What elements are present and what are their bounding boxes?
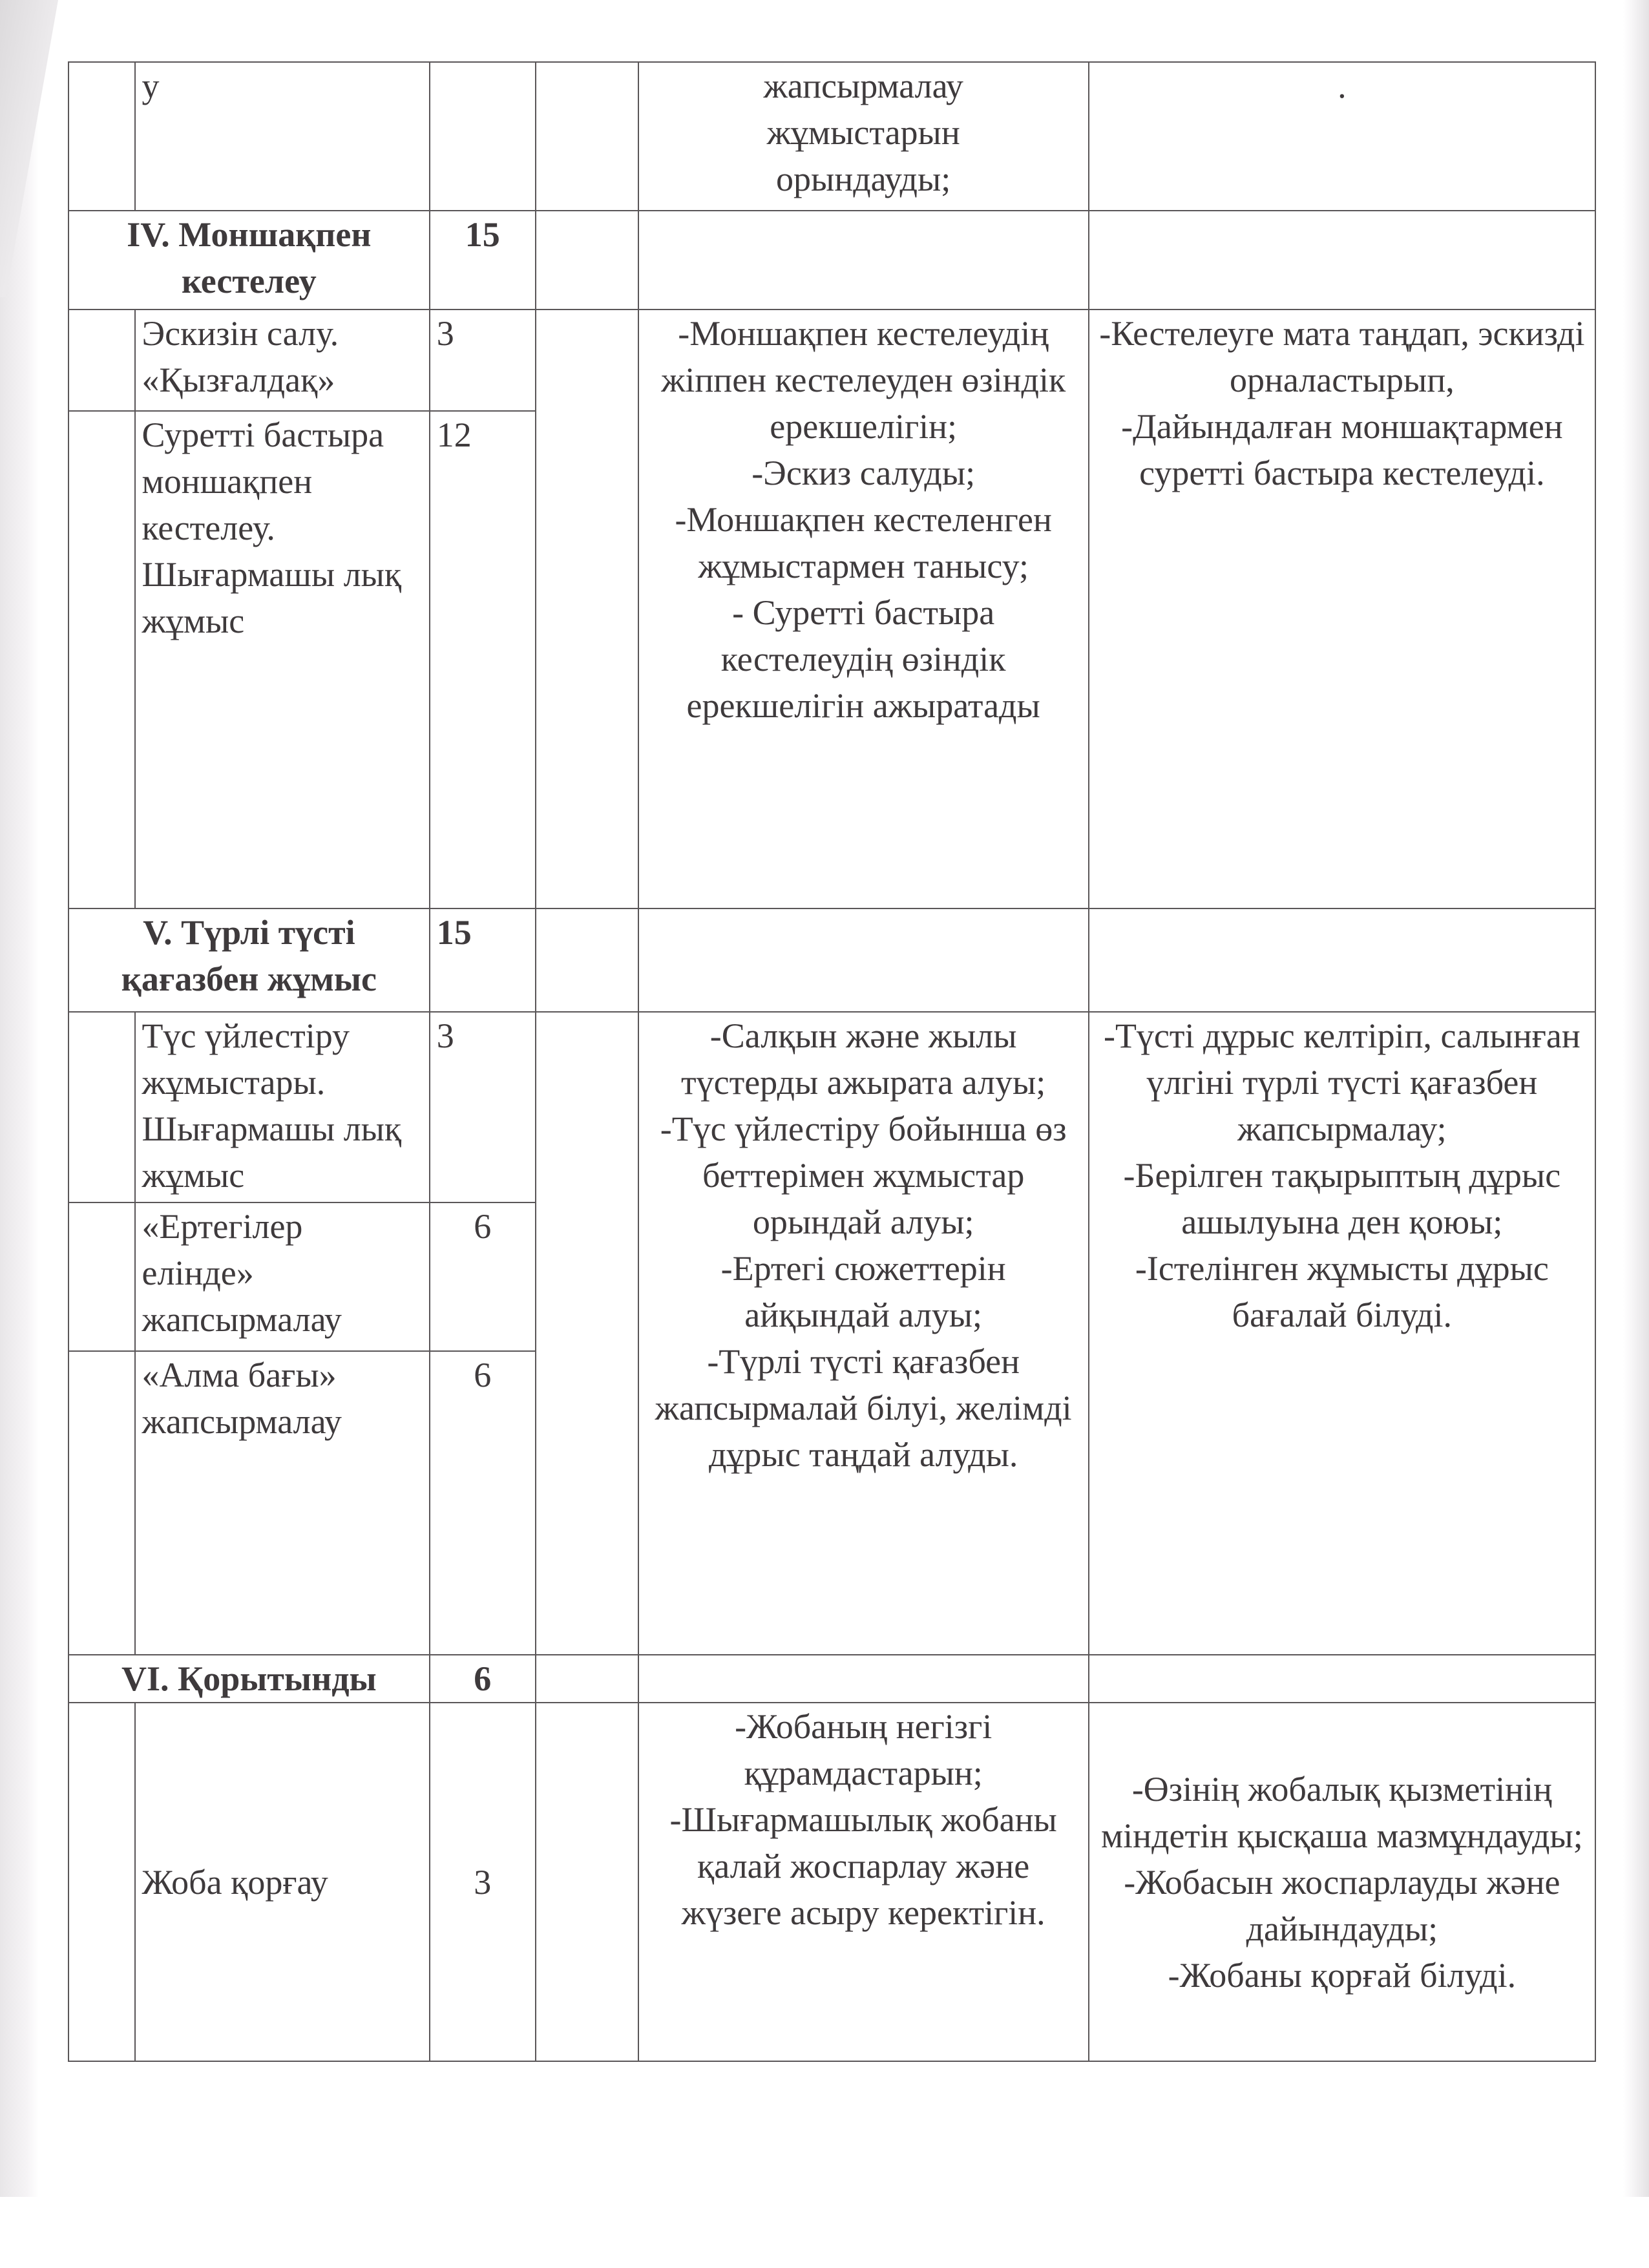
section-hours-v: 15 — [430, 908, 536, 1012]
cell-skills-vi: -Өзінің жобалық қызметінің міндетін қысқаша мазмұндауды; -Жобасын жоспарлауды және дайындауды; -Жобаны қорғай білуді. — [1089, 1703, 1595, 2061]
cell-extra — [536, 310, 638, 908]
cell-topic: Жоба қорғау — [135, 1703, 430, 2061]
section-hours-iv: 15 — [430, 211, 536, 310]
cell-knowledge-iv: -Моншақпен кестелеудің жіппен кестелеуден өзіндік ерекшелігін; -Эскиз салуды; -Моншақпен кестеленген жұмыстармен танысу; - Суретті бастыра кестелеудің өзіндік ерекшелігін ажыратады — [638, 310, 1089, 908]
table-row-item — [68, 1012, 1595, 1202]
section-title-iv: IV. Моншақпен кестелеу — [68, 211, 430, 310]
cell-knowledge — [638, 908, 1089, 1012]
curriculum-table — [68, 61, 1596, 2062]
table-row-section-v — [68, 908, 1595, 1012]
section-hours-vi: 6 — [430, 1655, 536, 1703]
cell-hours: 6 — [430, 1351, 536, 1655]
cell-extra — [536, 1655, 638, 1703]
cell-index — [68, 1202, 135, 1351]
table-row-item — [68, 1703, 1595, 2061]
cell-index — [68, 310, 135, 411]
scan-shadow-left — [0, 0, 39, 2197]
cell-index — [68, 62, 135, 211]
cell-skills-v: -Түсті дұрыс келтіріп, салынған үлгіні түрлі түсті қағазбен жапсырмалау; -Берілген тақырыптың дұрыс ашылуына ден қоюы; -Істелінген жұмысты дұрыс бағалай білуді. — [1089, 1012, 1595, 1655]
cell-skills: . — [1089, 62, 1595, 211]
cell-index — [68, 411, 135, 908]
table-row-section-vi — [68, 1655, 1595, 1703]
cell-topic: «Алма бағы» жапсырмалау — [135, 1351, 430, 1655]
table-row-section-iv — [68, 211, 1595, 310]
cell-knowledge: жапсырмалау жұмыстарын орындауды; — [638, 62, 1089, 211]
cell-topic: у — [135, 62, 430, 211]
cell-hours: 3 — [430, 1703, 536, 2061]
cell-topic: Суретті бастыра моншақпен кестелеу. Шығармашы лық жұмыс — [135, 411, 430, 908]
cell-hours: 6 — [430, 1202, 536, 1351]
cell-hours: 3 — [430, 1012, 536, 1202]
cell-hours: 3 — [430, 310, 536, 411]
table-row-item — [68, 310, 1595, 411]
cell-extra — [536, 1012, 638, 1655]
cell-skills — [1089, 908, 1595, 1012]
section-title-v: V. Түрлі түсті қағазбен жұмыс — [68, 908, 430, 1012]
cell-extra — [536, 1703, 638, 2061]
cell-skills-iv: -Кестелеуге мата таңдап, эскизді орналастырып, -Дайындалған моншақтармен суретті бастыра кестелеуді. — [1089, 310, 1595, 908]
section-title-vi: VI. Қорытынды — [68, 1655, 430, 1703]
curriculum-table-container — [68, 61, 1596, 2062]
cell-index — [68, 1012, 135, 1202]
cell-extra — [536, 908, 638, 1012]
cell-index — [68, 1703, 135, 2061]
cell-topic: Түс үйлестіру жұмыстары. Шығармашы лық жұмыс — [135, 1012, 430, 1202]
cell-skills — [1089, 1655, 1595, 1703]
cell-extra — [536, 211, 638, 310]
cell-topic: «Ертегілер елінде» жапсырмалау — [135, 1202, 430, 1351]
cell-knowledge — [638, 211, 1089, 310]
cell-knowledge-vi: -Жобаның негізгі құрамдастарын; -Шығармашылық жобаны қалай жоспарлау және жүзеге асыру керектігін. — [638, 1703, 1089, 2061]
cell-hours — [430, 62, 536, 211]
cell-knowledge — [638, 1655, 1089, 1703]
table-row-continuation — [68, 62, 1595, 211]
cell-extra — [536, 62, 638, 211]
cell-topic: Эскизін салу. «Қызғалдақ» — [135, 310, 430, 411]
cell-hours: 12 — [430, 411, 536, 908]
cell-index — [68, 1351, 135, 1655]
cell-knowledge-v: -Салқын және жылы түстерды ажырата алуы; -Түс үйлестіру бойынша өз беттерімен жұмыстар орындай алуы; -Ертегі сюжеттерін айқындай алуы; -Түрлі түсті қағазбен жапсырмалай білуі, желімді дұрыс таңдай алуды. — [638, 1012, 1089, 1655]
cell-skills — [1089, 211, 1595, 310]
scan-shadow-right — [1623, 0, 1649, 2197]
